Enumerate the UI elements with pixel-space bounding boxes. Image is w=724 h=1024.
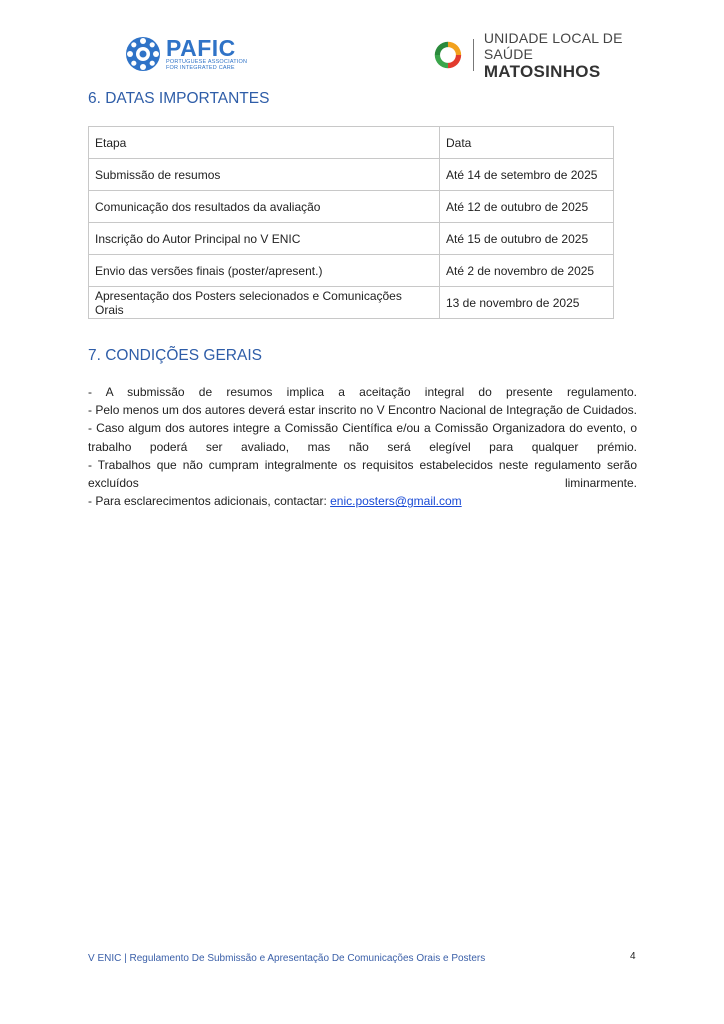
table-row bbox=[89, 223, 614, 255]
table-row bbox=[89, 159, 614, 191]
contact-email-link[interactable]: enic.posters@gmail.com bbox=[330, 494, 462, 509]
contact-line bbox=[88, 492, 637, 510]
table-cell-etapa: Submissão de resumos bbox=[89, 159, 440, 191]
table-cell-etapa: Comunicação dos resultados da avaliação bbox=[89, 191, 440, 223]
condition-item: - Trabalhos que não cumpram integralmente os requisitos estabelecidos neste regulamento serão excluídos liminarmente. bbox=[88, 457, 637, 491]
uls-name-line2: MATOSINHOS bbox=[483, 61, 601, 81]
table-cell-data: Até 15 de outubro de 2025 bbox=[440, 223, 614, 255]
table-cell-etapa: Apresentação dos Posters selecionados e Comunicações Orais bbox=[89, 287, 440, 319]
condition-item: - A submissão de resumos implica a aceitação integral do presente regulamento. bbox=[88, 385, 637, 399]
table-cell-data: Até 12 de outubro de 2025 bbox=[440, 191, 614, 223]
table-row bbox=[89, 191, 614, 223]
page-number: 4 bbox=[630, 951, 636, 962]
pafic-logo-icon bbox=[125, 36, 161, 72]
section-7-title: 7. CONDIÇÕES GERAIS bbox=[88, 347, 262, 364]
pafic-logo bbox=[125, 34, 250, 74]
table-cell-data: 13 de novembro de 2025 bbox=[440, 287, 614, 319]
condition-item: - Pelo menos um dos autores deverá estar inscrito no V Encontro Nacional de Integração de Cuidados. bbox=[88, 403, 637, 418]
table-row bbox=[89, 255, 614, 287]
logo-divider bbox=[473, 39, 474, 71]
section-6-title: 6. DATAS IMPORTANTES bbox=[88, 90, 270, 107]
general-conditions bbox=[88, 383, 637, 510]
uls-name-line1: UNIDADE LOCAL DE SAÚDE bbox=[483, 29, 623, 62]
pafic-name: PAFIC bbox=[166, 34, 236, 61]
page-footer: V ENIC | Regulamento De Submissão e Apresentação De Comunicações Orais e Posters bbox=[88, 953, 486, 964]
uls-logo-icon bbox=[433, 38, 463, 72]
table-header-etapa: Etapa bbox=[89, 127, 440, 159]
table-cell-data: Até 2 de novembro de 2025 bbox=[440, 255, 614, 287]
condition-item: - Caso algum dos autores integre a Comissão Científica e/ou a Comissão Organizadora do evento, o trabalho poderá ser avaliado, mas não será elegível para qualquer prémio. bbox=[88, 421, 637, 454]
table-cell-data: Até 14 de setembro de 2025 bbox=[440, 159, 614, 191]
table-header-data: Data bbox=[440, 127, 614, 159]
contact-prefix: - Para esclarecimentos adicionais, contactar: bbox=[88, 494, 331, 509]
pafic-subtitle-line2: FOR INTEGRATED CARE bbox=[166, 65, 235, 71]
table-cell-etapa: Envio das versões finais (poster/apresent.) bbox=[89, 255, 440, 287]
pafic-subtitle-line1: PORTUGUESE ASSOCIATION bbox=[166, 58, 248, 65]
table-cell-etapa: Inscrição do Autor Principal no V ENIC bbox=[89, 223, 440, 255]
table-row bbox=[89, 287, 614, 319]
important-dates-table bbox=[88, 126, 614, 319]
uls-matosinhos-logo bbox=[433, 29, 653, 81]
table-header-row bbox=[89, 127, 614, 159]
